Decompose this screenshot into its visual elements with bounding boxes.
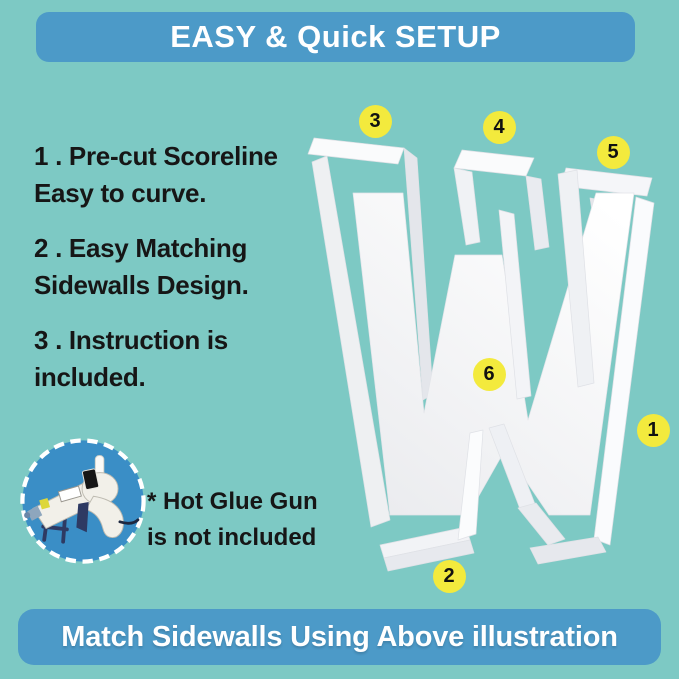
instruction-line: 2 . Easy Matching [34,233,248,263]
sidewall-piece-1-fold [530,537,606,564]
callout-number: 5 [607,140,619,163]
sidewall-piece-4-right-leg [526,176,549,250]
glue-note-line-2: is not included [147,524,317,551]
callout-badge-2 [433,560,466,593]
callout-badge-3 [359,105,392,138]
glue-note-line-1: * Hot Glue Gun [147,488,318,515]
callout-number: 3 [369,109,381,132]
instruction-line: included. [34,362,146,392]
callout-badge-6 [473,358,506,391]
instruction-line: Sidewalls Design. [34,270,249,300]
header-title: EASY & Quick SETUP [170,19,501,54]
callout-number: 6 [483,362,495,385]
instruction-line: 1 . Pre-cut Scoreline [34,141,278,171]
instruction-line: Easy to curve. [34,178,207,208]
callout-badge-4 [483,111,516,144]
footer-banner [18,609,661,665]
callout-badge-5 [597,136,630,169]
sidewall-piece-4-left-leg [454,168,480,245]
callout-number: 2 [443,564,455,587]
callout-badge-1 [637,414,670,447]
callout-number: 1 [647,418,659,441]
instruction-line: 3 . Instruction is [34,325,228,355]
footer-title: Match Sidewalls Using Above illustration [61,620,618,653]
callout-number: 4 [493,115,505,138]
